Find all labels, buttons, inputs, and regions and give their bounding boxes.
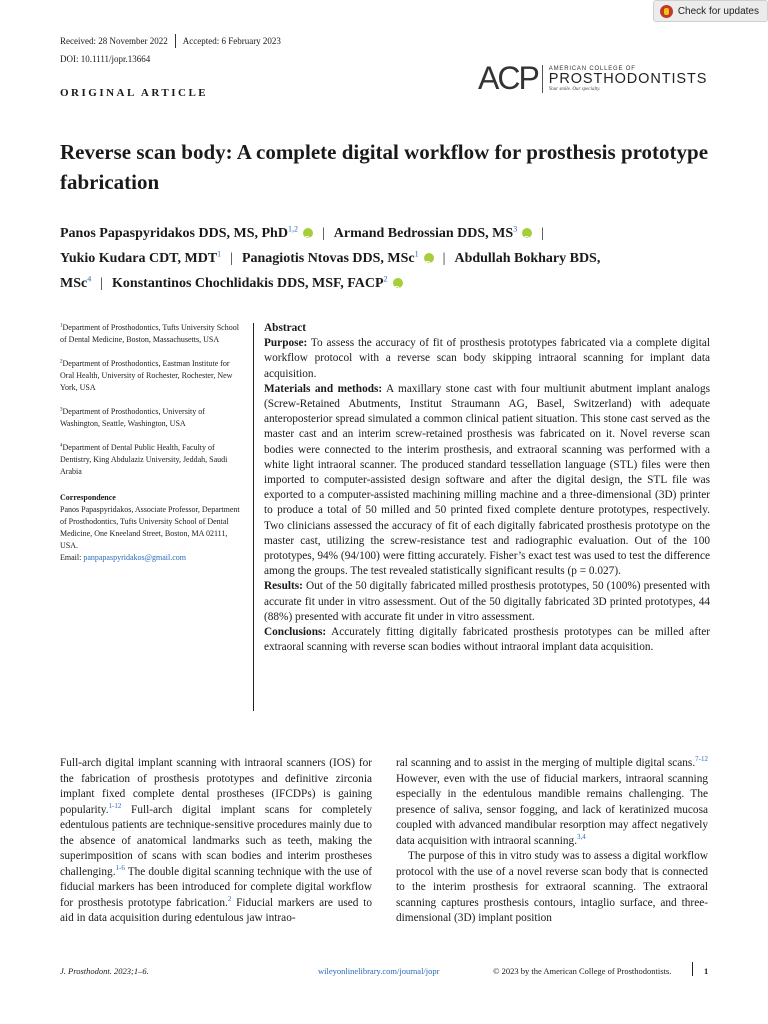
affiliation-number: 4 [60, 443, 63, 449]
affiliation [60, 406, 240, 430]
author-name[interactable]: Abdullah Bokhary BDS, MSc [60, 251, 601, 291]
body-text: Fiducial markers are used to aid in data acquisition during edentulous jaw intrao- [60, 896, 372, 925]
abstract-heading: Abstract [264, 322, 307, 334]
purpose-text: To assess the accuracy of fit of prosthesis prototypes fabricated via a complete digital workflow protocol with a reverse scan body skipping intraoral scanning for implant data acquisition. [264, 337, 710, 380]
acp-logo-text [549, 66, 708, 92]
author-affiliation-ref[interactable]: 4 [87, 274, 92, 284]
body-paragraph [396, 756, 708, 849]
purpose-label: Purpose: [264, 337, 308, 350]
affiliation [60, 322, 240, 346]
author-separator: | [321, 226, 325, 241]
footer-copyright: © 2023 by the American College of Prosthodontists. [493, 966, 672, 976]
author-affiliation-ref[interactable]: 1 [414, 249, 419, 259]
logo-small-text: AMERICAN COLLEGE OF [548, 65, 636, 72]
logo-tagline: Your smile. Our specialty. [548, 86, 601, 92]
divider [175, 34, 176, 48]
affiliation-text: Department of Prosthodontics, Eastman Institute for Oral Health, University of Rochester, Rochester, New York, USA [60, 359, 233, 392]
affiliation-number: 3 [60, 407, 63, 413]
article-history [60, 34, 281, 48]
email-label: Email: [60, 553, 84, 562]
author-name[interactable]: Yukio Kudara CDT, MDT [60, 251, 218, 266]
abstract-conclusions [264, 625, 710, 655]
body-paragraph: The purpose of this in vitro study was to assess a digital workflow protocol with the use of a novel reverse scan body that is connected to the interim prosthesis for extraoral scanning. The extraoral scanning captures prosthesis contours, intaglio surface, and three-dimensional (3D) implant position [396, 850, 708, 925]
body-text: However, even with the use of fiducial markers, intraoral scanning especially in the edentulous mandible remains challenging. The presence of saliva, sensor fogging, and lack of keratinized mucosa coupled with advanced mandibular resorption may affect negatively data acquisition with intraoral scanning. [396, 772, 708, 847]
acp-logo-mark: ACP [478, 60, 538, 96]
conclusions-text: Accurately fitting digitally fabricated prosthesis prototypes can be milled after extraoral scanning with reverse scan bodies without intraoral implant data acquisition. [264, 626, 710, 654]
check-for-updates-label: Check for updates [677, 5, 759, 17]
methods-label: Materials and methods: [264, 382, 383, 395]
abstract-results [264, 579, 710, 625]
doi[interactable]: DOI: 10.1111/jopr.13664 [60, 54, 151, 64]
affiliation-text: Department of Dental Public Health, Faculty of Dentistry, King Abdulaziz University, Jeddah, Saudi Arabia [60, 443, 228, 476]
orcid-icon[interactable] [393, 278, 403, 288]
abstract-purpose [264, 336, 710, 382]
author-separator: | [230, 251, 233, 266]
body-text: Full-arch digital implant scans for completely edentulous patients are technique-sensitive procedures mainly due to the absence of anatomical landmarks such as teeth, making the superimposition of scans with scan bodies and interim prostheses challenging. [60, 803, 372, 878]
affiliation-text: Department of Prosthodontics, Tufts University School of Dental Medicine, Boston, Massachusetts, USA [60, 323, 239, 344]
citation-link[interactable]: 2 [227, 895, 232, 904]
orcid-icon[interactable] [424, 253, 434, 263]
author-affiliation-ref[interactable]: 2 [383, 274, 388, 284]
author-list [60, 221, 720, 296]
body-paragraph [60, 756, 372, 927]
body-column-left [60, 756, 372, 927]
correspondence-text: Panos Papaspyridakos, Associate Professor, Department of Prosthodontics, Tufts University School of Dental Medicine, One Kneeland Street, Boston, MA 02111, USA. [60, 505, 240, 550]
body-column-right [396, 756, 708, 927]
methods-text: A maxillary stone cast with four multiunit abutment implant analogs (Screw-Retained Abutments, Institut Straumann AG, Basel, Switzerland) with adequate anteroposterior spread simulated a common clinical patient situation. This stone cast served as the master cast and an interim screw-retained prosthesis was fabricated on it. Novel reverse scan bodies were connected to the interim prosthesis, and extraoral scanning was performed with a white light intraoral scanner. The produced standard tessellation language (STL) files were then imported to computer-assisted design software and after the digital design, the STL file was exported to a computer-assisted machining milling machine and a three-dimensional (3D) printer to produce a total of 50 milled and 50 printed fixed complete denture prototypes, respectively. Two clinicians assessed the accuracy of fit of each digitally fabricated prosthesis prototype on the master cast, utilizing the screw-resistance test and radiographic evaluation. Out of the 100 prototypes, 94% (94/100) were fitting accurately. Fisher’s exact test was used to test the difference among the groups. The test revealed statistically significant results (p = 0.027). [264, 382, 710, 578]
author-name[interactable]: Armand Bedrossian DDS, MS [333, 226, 514, 241]
received-date: Received: 28 November 2022 [60, 36, 168, 46]
correspondence-email [60, 552, 240, 564]
orcid-icon[interactable] [303, 228, 313, 238]
article-title: Reverse scan body: A complete digital workflow for prosthesis prototype fabrication [60, 140, 709, 194]
check-for-updates-button[interactable] [653, 0, 768, 22]
results-text: Out of the 50 digitally fabricated milled prosthesis prototypes, 50 (100%) presented with accurate fit under in vitro assessment. Out of the 50 digitally fabricated 3D printed prototypes, 44 (88%) presented with accurate fit under in vitro assessment. [264, 580, 710, 623]
conclusions-label: Conclusions: [264, 626, 327, 639]
author-name[interactable]: Panagiotis Ntovas DDS, MSc [241, 251, 415, 266]
author-affiliation-ref[interactable]: 1,2 [287, 224, 298, 234]
body-text: Full-arch digital implant scanning with intraoral scanners (IOS) for the fabrication of prosthesis prototypes and definitive zirconia implant fixed complete dental prostheses (IFCDPs) is gaining popularity. [60, 757, 372, 816]
crossmark-icon [660, 5, 673, 18]
acp-logo [478, 60, 707, 97]
affiliations-sidebar [60, 322, 240, 564]
orcid-icon[interactable] [522, 228, 532, 238]
abstract-methods [264, 382, 710, 580]
logo-divider [542, 65, 543, 93]
page-number: 1 [704, 966, 709, 976]
accepted-date: Accepted: 6 February 2023 [182, 36, 281, 46]
abstract-rule [253, 323, 254, 711]
author-separator: | [442, 251, 446, 266]
body-text: ral scanning and to assist in the merging of multiple digital scans. [396, 757, 696, 769]
author-affiliation-ref[interactable]: 1 [217, 249, 222, 259]
author-affiliation-ref[interactable]: 3 [513, 224, 518, 234]
author-name[interactable]: Konstantinos Chochlidakis DDS, MSF, FACP [112, 276, 384, 291]
correspondence-heading: Correspondence [60, 493, 116, 502]
footer-url-link[interactable]: wileyonlinelibrary.com/journal/jopr [318, 966, 440, 976]
logo-big-text: PROSTHODONTISTS [548, 70, 708, 87]
email-link[interactable]: panpapaspyridakos@gmail.com [83, 553, 187, 562]
author-name[interactable]: Panos Papaspyridakos DDS, MS, PhD [60, 226, 288, 241]
citation-link[interactable]: 3,4 [577, 832, 586, 841]
footer-divider [692, 962, 693, 976]
affiliation-number: 2 [60, 359, 63, 365]
affiliation-number: 1 [60, 323, 63, 329]
affiliation [60, 442, 240, 478]
abstract [264, 321, 710, 655]
footer-journal: J. Prosthodont. 2023;1–6. [60, 966, 149, 976]
citation-link[interactable]: 1-6 [115, 864, 125, 873]
affiliation-text: Department of Prosthodontics, University of Washington, Seattle, Washington, USA [60, 407, 205, 428]
body-text: The double digital scanning technique with the use of fiducial markers has been introduced for complete digital workflow for prosthesis prototype fabrication. [60, 865, 372, 909]
results-label: Results: [264, 580, 303, 593]
citation-link[interactable]: 7-12 [695, 755, 708, 764]
author-separator: | [541, 226, 544, 241]
author-separator: | [100, 276, 104, 291]
citation-link[interactable]: 1-12 [108, 801, 122, 810]
affiliation [60, 358, 240, 394]
article-type: ORIGINAL ARTICLE [60, 87, 209, 99]
